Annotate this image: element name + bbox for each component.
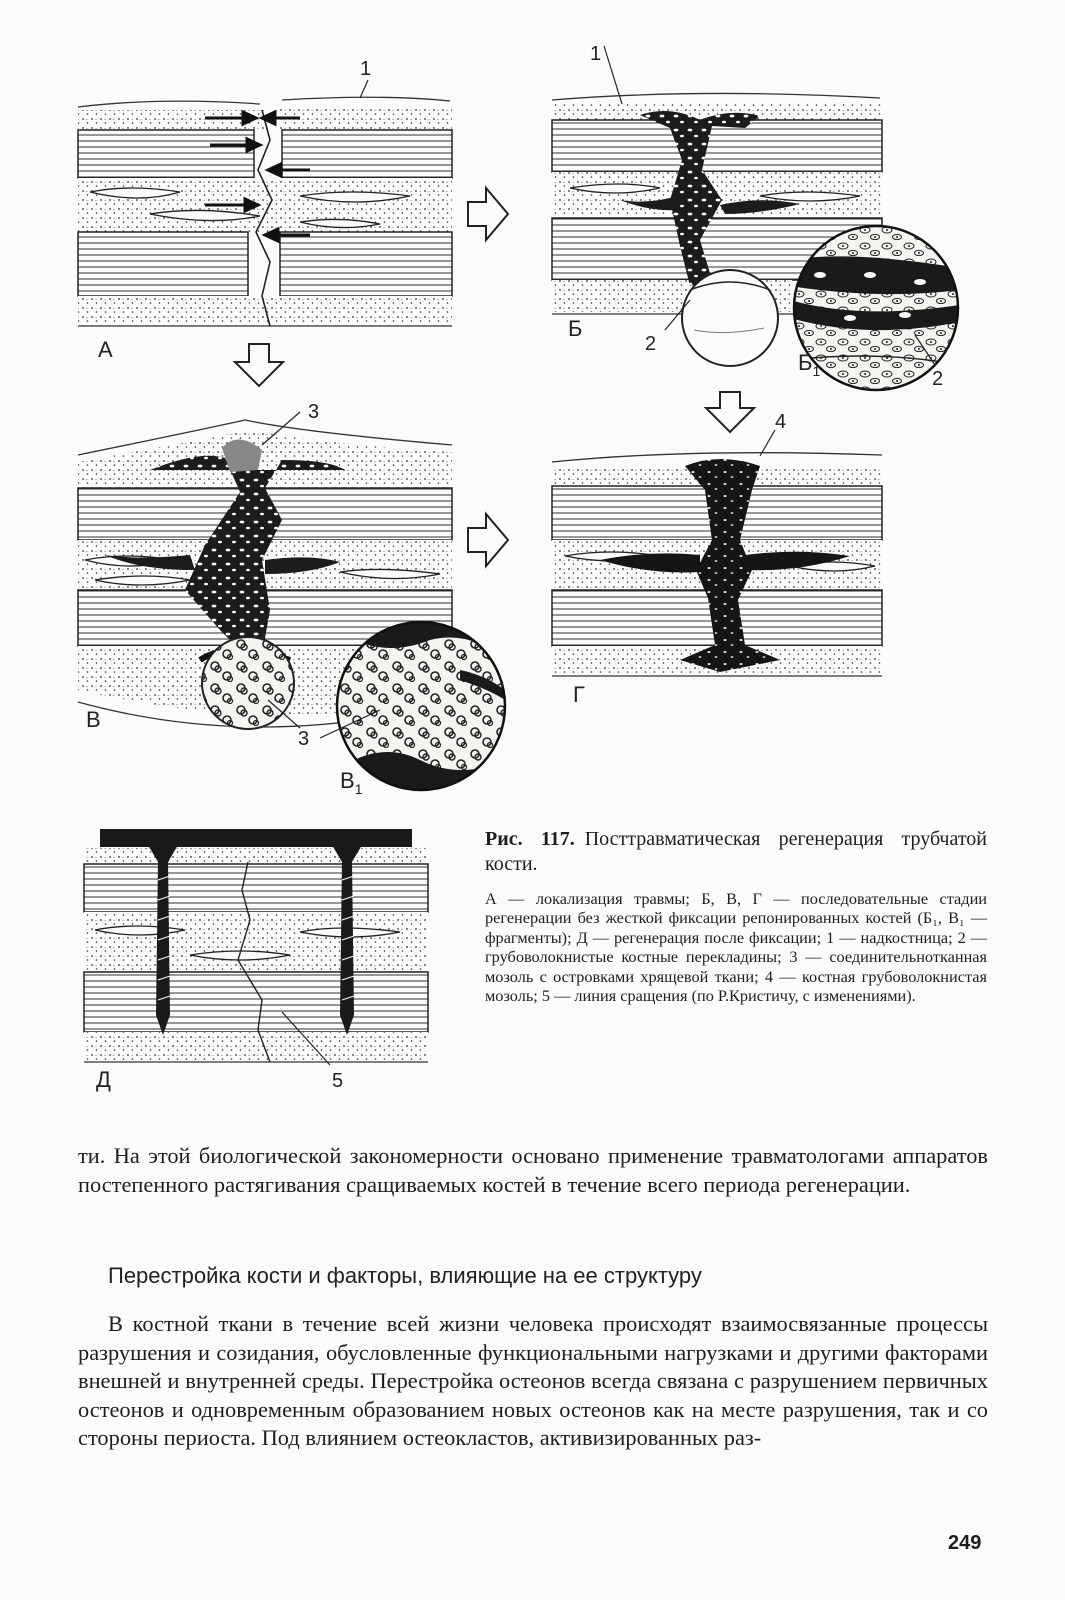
callout-3-panel-v-top: 3: [308, 401, 320, 423]
label-panel-a: А: [98, 337, 113, 362]
caption-title: [485, 827, 987, 877]
label-panel-d: Д: [96, 1067, 111, 1092]
callout-3-panel-v-bottom: 3: [298, 728, 310, 750]
label-panel-v: В: [86, 707, 101, 732]
callout-2-panel-b1: 2: [932, 368, 944, 390]
panel-g-diagram: [552, 430, 882, 676]
panel-a-diagram: [78, 80, 452, 326]
label-panel-v1-letter: В: [340, 768, 355, 793]
label-panel-v1: [340, 768, 363, 797]
label-panel-b1-letter: Б: [798, 350, 813, 375]
arrow-v-to-g: [468, 514, 508, 566]
label-panel-b: Б: [568, 316, 583, 341]
caption-body: А — локализация травмы; Б, В, Г — последовательные стадии регенерации без жесткой фиксации репонированных костей (Б₁, В₁ — фрагменты); Д — регенерация после фиксации; 1 — надкостница; 2 — грубоволокнистые костные перекладины; 3 — соединительнотканная мозоль с островками хрящевой ткани; 4 — костная грубоволокнистая мозоль; 5 — линия сращения (по Р.Кристичу, с изменениями).: [485, 889, 987, 1006]
label-panel-b1-sub: 1: [812, 363, 821, 379]
callout-1-panel-a: 1: [360, 58, 372, 80]
label-panel-v1-sub: 1: [354, 781, 363, 797]
callout-1-panel-b: 1: [590, 43, 602, 65]
paragraph-bone-remodeling: В костной ткани в течение всей жизни человека происходят взаимосвязанные процессы разрушения и созидания, обусловленные функциональными нагрузками и другими факторами внешней и внутренней среды. Перестройка остеонов всегда связана с разрушением первичных остеонов и одновременным образованием новых остеонов как на месте разрушения, так и со стороны периоста. Под влиянием остеокластов, активизированных раз-: [78, 1311, 988, 1450]
arrow-a-to-b: [468, 188, 508, 240]
paragraph-continuation: ти. На этой биологической закономерности основано применение травматологами аппаратов постепенного растягивания сращиваемых костей в течение всего периода регенерации.: [78, 1143, 988, 1197]
arrow-a-to-v: [235, 344, 283, 386]
callout-5-panel-d: 5: [332, 1070, 344, 1092]
figure-caption: [485, 827, 987, 1005]
callout-2-panel-b: 2: [645, 333, 657, 355]
callout-4-panel-g: 4: [775, 411, 787, 433]
page-number: 249: [948, 1532, 982, 1554]
panel-d-diagram: [84, 829, 428, 1065]
label-panel-g: Г: [573, 682, 585, 707]
caption-number: Рис. 117.: [485, 828, 575, 850]
arrow-b-to-g: [706, 392, 754, 432]
section-heading: Перестройка кости и факторы, влияющие на ее структуру: [108, 1263, 702, 1288]
caption-title-text: Посттравматическая регенерация трубчатой кости.: [485, 828, 987, 875]
